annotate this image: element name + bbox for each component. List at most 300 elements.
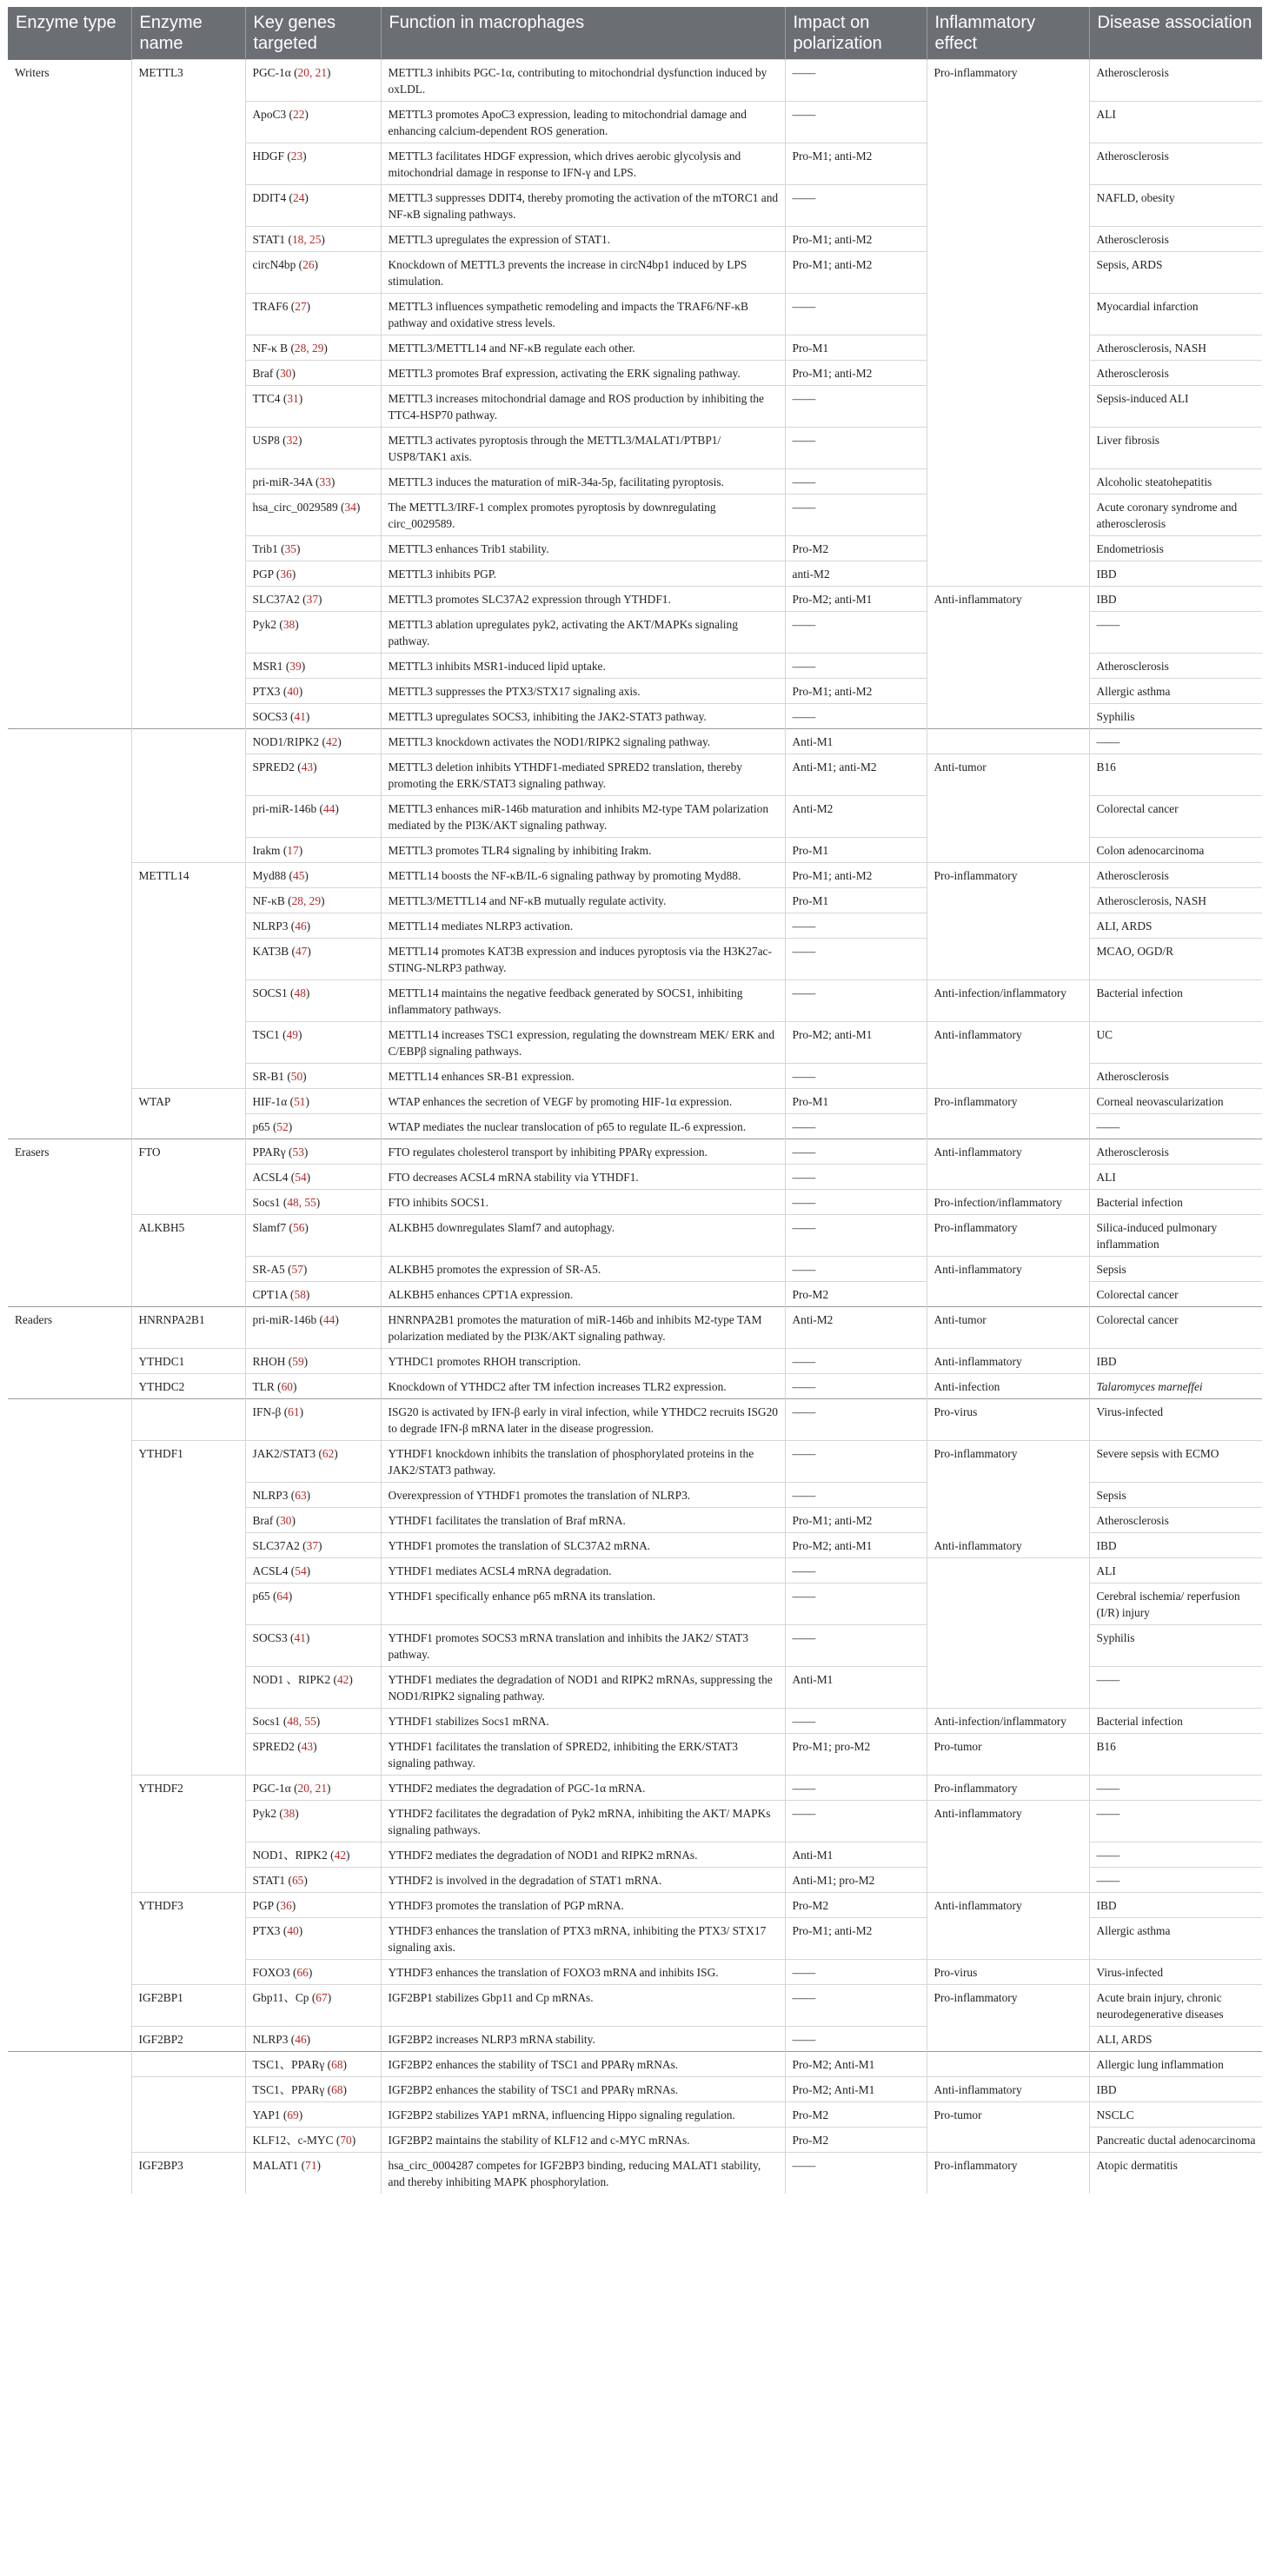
function-text: YTHDF2 is involved in the degradation of STAT1 mRNA.: [388, 1874, 662, 1887]
key-gene-cell: TSC1、PPARγ (68): [245, 2052, 381, 2077]
gene-name: HDGF: [252, 149, 284, 163]
gene-name: circN4bp: [252, 258, 296, 271]
inflammatory-effect-cell: [927, 1893, 1089, 1918]
disease-cell: [1089, 60, 1262, 102]
inflammatory-effect-cell: [927, 1215, 1089, 1257]
reference-link[interactable]: 48, 55: [287, 1715, 316, 1728]
disease-cell: [1089, 143, 1262, 185]
function-text: METTL3 upregulates SOCS3, inhibiting the JAK2-STAT3 pathway.: [388, 710, 707, 723]
disease-cell: [1089, 102, 1262, 143]
polarization-text: ——: [792, 1715, 816, 1728]
function-cell: [381, 1667, 785, 1709]
function-cell: [381, 1893, 785, 1918]
polarization-text: ——: [792, 392, 816, 405]
enzyme-name-cell: [131, 1960, 245, 1985]
reference-link[interactable]: 24: [293, 191, 305, 204]
function-cell: [381, 1483, 785, 1508]
enzyme-type-cell: [8, 2077, 131, 2102]
reference-link[interactable]: 40: [287, 1924, 299, 1937]
reference-link[interactable]: 33: [319, 475, 331, 488]
table-row: [8, 704, 1262, 729]
enzyme-name-text: IGF2BP1: [138, 1991, 183, 2004]
disease-text: Atopic dermatitis: [1096, 2159, 1178, 2172]
polarization-text: Pro-M2; anti-M1: [792, 1028, 873, 1041]
disease-text: Atherosclerosis: [1096, 367, 1169, 380]
function-text: METTL3 increases mitochondrial damage and ROS production by inhibiting the TTC4-HSP70 pathway.: [388, 392, 765, 422]
table-row: [8, 913, 1262, 939]
reference-link[interactable]: 50: [290, 1070, 303, 1083]
reference-link[interactable]: 60: [281, 1380, 293, 1393]
disease-text: IBD: [1096, 568, 1117, 581]
key-gene-cell: MSR1 (39): [245, 654, 381, 679]
inflammatory-effect-cell: [927, 1307, 1089, 1349]
inflammatory-effect-text: Anti-infection/inflammatory: [933, 1715, 1066, 1728]
function-text: METTL3 upregulates the expression of STAT1.: [388, 233, 611, 246]
function-cell: [381, 1165, 785, 1190]
table-row: [8, 1190, 1262, 1215]
enzyme-type-cell: [8, 1960, 131, 1985]
inflammatory-effect-cell: [927, 1190, 1089, 1215]
reference-link[interactable]: 31: [287, 392, 299, 405]
inflammatory-effect-cell: [927, 1918, 1089, 1960]
key-gene-cell: Braf (30): [245, 361, 381, 386]
polarization-cell: [785, 1893, 927, 1918]
gene-name: SR-B1: [252, 1070, 284, 1083]
enzyme-table: [8, 7, 1262, 2194]
enzyme-name-cell: [131, 561, 245, 587]
function-cell: [381, 980, 785, 1022]
reference-link[interactable]: 64: [276, 1590, 289, 1603]
reference-link[interactable]: 52: [276, 1120, 289, 1133]
gene-name: Braf: [252, 367, 274, 380]
disease-text: Allergic asthma: [1096, 685, 1171, 698]
function-text: The METTL3/IRF-1 complex promotes pyroptosis by downregulating circ_0029589.: [388, 501, 716, 530]
reference-link[interactable]: 18, 25: [291, 233, 322, 246]
reference-link[interactable]: 70: [340, 2134, 352, 2147]
enzyme-name-cell: [131, 1625, 245, 1667]
polarization-text: Pro-M2: [792, 2134, 829, 2147]
table-row: [8, 1282, 1262, 1307]
key-gene-cell: MALAT1 (71): [245, 2153, 381, 2194]
function-cell: [381, 335, 785, 361]
header-enzyme-type: Enzyme type: [8, 7, 131, 60]
gene-name: SLC37A2: [252, 1539, 300, 1552]
reference-link[interactable]: 37: [306, 593, 319, 606]
function-text: ALKBH5 promotes the expression of SR-A5.: [388, 1263, 601, 1276]
enzyme-name-cell: [131, 1190, 245, 1215]
polarization-text: Pro-M2; Anti-M1: [792, 2058, 875, 2071]
disease-cell: [1089, 1709, 1262, 1734]
polarization-text: ——: [792, 1590, 816, 1603]
reference-link[interactable]: 62: [322, 1447, 335, 1460]
key-gene-cell: ApoC3 (22): [245, 102, 381, 143]
function-text: METTL3 influences sympathetic remodeling and impacts the TRAF6/NF-κB pathway and oxidative stress levels.: [388, 300, 748, 329]
function-text: FTO inhibits SOCS1.: [388, 1196, 488, 1209]
polarization-text: ——: [792, 1405, 816, 1418]
table-row: [8, 495, 1262, 536]
reference-link[interactable]: 69: [287, 2108, 299, 2121]
polarization-cell: [785, 1349, 927, 1374]
disease-cell: [1089, 704, 1262, 729]
polarization-text: Pro-M1: [792, 844, 829, 857]
reference-link[interactable]: 39: [289, 660, 302, 673]
polarization-cell: [785, 1709, 927, 1734]
gene-name: PGP: [252, 1899, 274, 1912]
reference-link[interactable]: 38: [282, 1807, 296, 1820]
reference-link[interactable]: 34: [344, 501, 356, 514]
gene-name: Irakm: [252, 844, 281, 857]
enzyme-name-cell: [131, 913, 245, 939]
function-cell: [381, 1985, 785, 2027]
disease-cell: [1089, 2052, 1262, 2077]
disease-cell: [1089, 1064, 1262, 1089]
disease-cell: [1089, 1667, 1262, 1709]
reference-link[interactable]: 42: [336, 1673, 349, 1686]
table-row: [8, 1960, 1262, 1985]
disease-text: Atherosclerosis: [1096, 233, 1169, 246]
table-row: [8, 294, 1262, 335]
reference-link[interactable]: 44: [322, 1313, 336, 1326]
function-cell: [381, 1558, 785, 1583]
polarization-text: Anti-M1; pro-M2: [792, 1874, 875, 1887]
enzyme-name-cell: [131, 1533, 245, 1558]
reference-link[interactable]: 41: [294, 1631, 306, 1644]
gene-name: PGP: [252, 568, 274, 581]
header-inflammatory-effect: Inflammatory effect: [927, 7, 1089, 60]
reference-link[interactable]: 54: [295, 1171, 307, 1184]
gene-name: RHOH: [252, 1355, 286, 1368]
polarization-text: Pro-M2: [792, 1288, 829, 1301]
disease-text: ALI: [1096, 1564, 1116, 1577]
polarization-cell: [785, 495, 927, 536]
reference-link[interactable]: 67: [316, 1991, 328, 2004]
enzyme-name-cell: [131, 1441, 245, 1483]
polarization-text: Pro-M2; anti-M1: [792, 1539, 873, 1552]
enzyme-name-cell: [131, 2052, 245, 2077]
inflammatory-effect-cell: [927, 227, 1089, 252]
disease-cell: [1089, 1533, 1262, 1558]
table-row: [8, 252, 1262, 294]
table-row: [8, 1508, 1262, 1533]
reference-link[interactable]: 28, 29: [294, 342, 324, 355]
reference-link[interactable]: 51: [294, 1095, 306, 1108]
reference-link[interactable]: 32: [286, 434, 298, 447]
reference-link[interactable]: 44: [322, 802, 336, 815]
inflammatory-effect-text: Pro-tumor: [933, 1740, 982, 1753]
key-gene-cell: IFN-β (61): [245, 1399, 381, 1441]
table-row: [8, 1583, 1262, 1625]
enzyme-name-cell: [131, 60, 245, 102]
polarization-cell: [785, 1282, 927, 1307]
disease-cell: [1089, 1190, 1262, 1215]
reference-link[interactable]: 36: [280, 568, 292, 581]
inflammatory-effect-cell: [927, 143, 1089, 185]
function-text: METTL3 inhibits PGC-1α, contributing to mitochondrial dysfunction induced by oxLDL.: [388, 66, 767, 96]
enzyme-type-cell: [8, 386, 131, 428]
key-gene-cell: SOCS3 (41): [245, 704, 381, 729]
enzyme-name-text: ALKBH5: [138, 1221, 185, 1234]
disease-cell: [1089, 1215, 1262, 1257]
key-gene-cell: SR-A5 (57): [245, 1257, 381, 1282]
disease-cell: [1089, 913, 1262, 939]
gene-name: Slamf7: [252, 1221, 287, 1234]
reference-link[interactable]: 42: [325, 735, 338, 748]
reference-link[interactable]: 45: [293, 869, 305, 882]
enzyme-name-text: METTL3: [138, 66, 183, 79]
polarization-text: ——: [792, 108, 816, 121]
key-gene-cell: TRAF6 (27): [245, 294, 381, 335]
polarization-text: ——: [792, 945, 816, 958]
function-text: ALKBH5 enhances CPT1A expression.: [388, 1288, 574, 1301]
function-text: METTL3 inhibits MSR1-induced lipid uptake.: [388, 660, 606, 673]
disease-text: Atherosclerosis: [1096, 1070, 1169, 1083]
polarization-text: ——: [792, 1991, 816, 2004]
function-cell: [381, 1349, 785, 1374]
function-text: HNRNPA2B1 promotes the maturation of miR-146b and inhibits M2-type TAM polarization mediated by the PI3K/AKT signaling pathway.: [388, 1313, 762, 1343]
reference-link[interactable]: 53: [292, 1145, 304, 1159]
polarization-text: Pro-M1; anti-M2: [792, 869, 873, 882]
key-gene-cell: pri-miR-146b (44): [245, 796, 381, 838]
reference-link[interactable]: 22: [293, 108, 305, 121]
reference-link[interactable]: 68: [331, 2083, 343, 2096]
gene-name: SOCS1: [252, 986, 288, 999]
reference-link[interactable]: 58: [294, 1288, 306, 1301]
key-gene-cell: PGC-1α (20, 21): [245, 60, 381, 102]
enzyme-type-cell: [8, 863, 131, 888]
function-cell: [381, 1215, 785, 1257]
enzyme-name-cell: [131, 386, 245, 428]
gene-name: FOXO3: [252, 1966, 290, 1979]
reference-link[interactable]: 40: [287, 685, 299, 698]
inflammatory-effect-cell: [927, 1114, 1089, 1139]
function-text: IGF2BP1 stabilizes Gbp11 and Cp mRNAs.: [388, 1991, 594, 2004]
reference-link[interactable]: 37: [306, 1539, 319, 1552]
polarization-cell: [785, 1022, 927, 1064]
disease-cell: [1089, 1734, 1262, 1776]
reference-link[interactable]: 48: [294, 986, 306, 999]
table-row: [8, 939, 1262, 980]
polarization-text: Pro-M1; pro-M2: [792, 1740, 871, 1753]
disease-text: Severe sepsis with ECMO: [1096, 1447, 1219, 1460]
key-gene-cell: TLR (60): [245, 1374, 381, 1399]
enzyme-name-cell: [131, 1667, 245, 1709]
key-gene-cell: KLF12、c-MYC (70): [245, 2128, 381, 2153]
polarization-text: ——: [792, 1564, 816, 1577]
reference-link[interactable]: 17: [287, 844, 299, 857]
reference-link[interactable]: 26: [302, 258, 315, 271]
disease-cell: [1089, 1868, 1262, 1893]
function-cell: [381, 185, 785, 227]
enzyme-type-cell: [8, 1114, 131, 1139]
enzyme-type-cell: [8, 913, 131, 939]
reference-link[interactable]: 54: [295, 1564, 307, 1577]
inflammatory-effect-text: Anti-tumor: [933, 1313, 987, 1326]
disease-cell: [1089, 469, 1262, 495]
polarization-text: ——: [792, 501, 816, 514]
inflammatory-effect-cell: [927, 102, 1089, 143]
function-text: METTL3 deletion inhibits YTHDF1-mediated SPRED2 translation, thereby promoting the ERK/STAT3 signaling pathway.: [388, 760, 742, 790]
enzyme-name-cell: [131, 1801, 245, 1842]
polarization-text: ——: [792, 300, 816, 313]
reference-link[interactable]: 43: [301, 760, 314, 773]
table-row: [8, 1441, 1262, 1483]
gene-name: SPRED2: [252, 1740, 295, 1753]
key-gene-cell: SOCS1 (48): [245, 980, 381, 1022]
reference-link[interactable]: 47: [295, 945, 308, 958]
function-cell: [381, 754, 785, 796]
polarization-cell: [785, 729, 927, 754]
reference-link[interactable]: 27: [295, 300, 307, 313]
function-cell: [381, 102, 785, 143]
disease-cell: [1089, 1374, 1262, 1399]
disease-text: Sepsis, ARDS: [1096, 258, 1163, 271]
table-row: [8, 2077, 1262, 2102]
enzyme-type-cell: [8, 495, 131, 536]
table-row: [8, 185, 1262, 227]
gene-name: ApoC3: [252, 108, 287, 121]
reference-link[interactable]: 28, 29: [291, 894, 322, 907]
enzyme-type-cell: [8, 1776, 131, 1801]
inflammatory-effect-text: Anti-infection/inflammatory: [933, 986, 1066, 999]
disease-text: Colorectal cancer: [1096, 1313, 1179, 1326]
function-text: WTAP enhances the secretion of VEGF by promoting HIF-1α expression.: [388, 1095, 733, 1108]
function-text: IGF2BP2 stabilizes YAP1 mRNA, influencing Hippo signaling regulation.: [388, 2108, 735, 2121]
reference-link[interactable]: 23: [290, 149, 303, 163]
polarization-cell: [785, 1114, 927, 1139]
gene-name: Trib1: [252, 542, 278, 555]
disease-text: Alcoholic steatohepatitis: [1096, 475, 1213, 488]
polarization-cell: [785, 361, 927, 386]
gene-name: ACSL4: [252, 1171, 289, 1184]
polarization-cell: [785, 386, 927, 428]
table-row: [8, 612, 1262, 654]
inflammatory-effect-cell: [927, 561, 1089, 587]
enzyme-name-cell: [131, 754, 245, 796]
function-text: METTL3 enhances miR-146b maturation and inhibits M2-type TAM polarization mediated by the PI3K/AKT signaling pathway.: [388, 802, 769, 832]
reference-link[interactable]: 57: [291, 1263, 303, 1276]
disease-text: Virus-infected: [1096, 1405, 1164, 1418]
key-gene-cell: Irakm (17): [245, 838, 381, 863]
enzyme-name-cell: [131, 1089, 245, 1114]
enzyme-name-text: YTHDC2: [138, 1380, 185, 1393]
polarization-text: ——: [792, 1145, 816, 1159]
reference-link[interactable]: 49: [286, 1028, 298, 1041]
enzyme-name-cell: [131, 1022, 245, 1064]
enzyme-name-cell: [131, 1374, 245, 1399]
disease-cell: [1089, 1399, 1262, 1441]
key-gene-cell: p65 (64): [245, 1583, 381, 1625]
enzyme-type-cell: [8, 2102, 131, 2128]
disease-cell: [1089, 888, 1262, 913]
key-gene-cell: Myd88 (45): [245, 863, 381, 888]
enzyme-type-cell: [8, 1399, 131, 1441]
inflammatory-effect-cell: [927, 428, 1089, 469]
polarization-text: Pro-M1: [792, 342, 829, 355]
reference-link[interactable]: 61: [288, 1405, 300, 1418]
disease-text: ——: [1096, 1673, 1120, 1686]
gene-name: IFN-β: [252, 1405, 282, 1418]
gene-name: SLC37A2: [252, 593, 300, 606]
table-row: [8, 1139, 1262, 1165]
reference-link[interactable]: 71: [305, 2159, 317, 2172]
reference-link[interactable]: 65: [291, 1874, 304, 1887]
function-text: METTL3 activates pyroptosis through the METTL3/MALAT1/PTBP1/ USP8/TAK1 axis.: [388, 434, 721, 463]
polarization-cell: [785, 1441, 927, 1483]
reference-link[interactable]: 46: [295, 2033, 307, 2046]
polarization-cell: [785, 185, 927, 227]
polarization-cell: [785, 2102, 927, 2128]
polarization-cell: [785, 1985, 927, 2027]
function-cell: [381, 939, 785, 980]
table-row: [8, 2052, 1262, 2077]
enzyme-type-cell: [8, 561, 131, 587]
function-text: METTL14 boosts the NF-κB/IL-6 signaling pathway by promoting Myd88.: [388, 869, 741, 882]
key-gene-cell: ACSL4 (54): [245, 1165, 381, 1190]
function-text: ALKBH5 downregulates Slamf7 and autophagy.: [388, 1221, 615, 1234]
key-gene-cell: Pyk2 (38): [245, 612, 381, 654]
function-cell: [381, 561, 785, 587]
reference-link[interactable]: 20, 21: [297, 66, 328, 79]
gene-name: HIF-1α: [252, 1095, 288, 1108]
table-row: [8, 980, 1262, 1022]
disease-text: Atherosclerosis, NASH: [1096, 342, 1206, 355]
reference-link[interactable]: 20, 21: [297, 1782, 328, 1795]
key-gene-cell: USP8 (32): [245, 428, 381, 469]
polarization-text: Pro-M1: [792, 1095, 829, 1108]
disease-cell: [1089, 1583, 1262, 1625]
inflammatory-effect-cell: [927, 612, 1089, 654]
enzyme-type-cell: [8, 227, 131, 252]
reference-link[interactable]: 68: [331, 2058, 343, 2071]
inflammatory-effect-cell: [927, 536, 1089, 561]
reference-link[interactable]: 30: [280, 1514, 292, 1527]
function-text: YTHDF3 enhances the translation of PTX3 mRNA, inhibiting the PTX3/ STX17 signaling axis.: [388, 1924, 767, 1954]
table-row: [8, 1558, 1262, 1583]
gene-name: PGC-1α: [252, 66, 291, 79]
reference-link[interactable]: 56: [293, 1221, 305, 1234]
gene-name: SPRED2: [252, 760, 295, 773]
reference-link[interactable]: 63: [295, 1489, 307, 1502]
polarization-text: Pro-M2: [792, 2108, 829, 2121]
enzyme-name-cell: [131, 2027, 245, 2052]
polarization-cell: [785, 679, 927, 704]
key-gene-cell: NF-κB (28, 29): [245, 888, 381, 913]
function-cell: [381, 1776, 785, 1801]
gene-name: NOD1、RIPK2: [252, 1849, 328, 1862]
reference-link[interactable]: 48, 55: [287, 1196, 316, 1209]
key-gene-cell: CPT1A (58): [245, 1282, 381, 1307]
enzyme-name-cell: [131, 2077, 245, 2102]
reference-link[interactable]: 30: [280, 367, 292, 380]
reference-link[interactable]: 36: [280, 1899, 292, 1912]
enzyme-type-cell: [8, 1801, 131, 1842]
table-row: [8, 1215, 1262, 1257]
reference-link[interactable]: 66: [296, 1966, 309, 1979]
reference-link[interactable]: 41: [294, 710, 306, 723]
enzyme-type-cell: [8, 1734, 131, 1776]
function-text: YTHDF1 promotes SOCS3 mRNA translation and inhibits the JAK2/ STAT3 pathway.: [388, 1631, 748, 1661]
reference-link[interactable]: 35: [284, 542, 296, 555]
reference-link[interactable]: 43: [301, 1740, 314, 1753]
reference-link[interactable]: 42: [334, 1849, 347, 1862]
inflammatory-effect-cell: [927, 361, 1089, 386]
disease-text: Virus-infected: [1096, 1966, 1164, 1979]
reference-link[interactable]: 46: [295, 920, 307, 933]
reference-link[interactable]: 59: [292, 1355, 304, 1368]
reference-link[interactable]: 38: [282, 618, 296, 631]
disease-cell: [1089, 654, 1262, 679]
disease-cell: [1089, 536, 1262, 561]
